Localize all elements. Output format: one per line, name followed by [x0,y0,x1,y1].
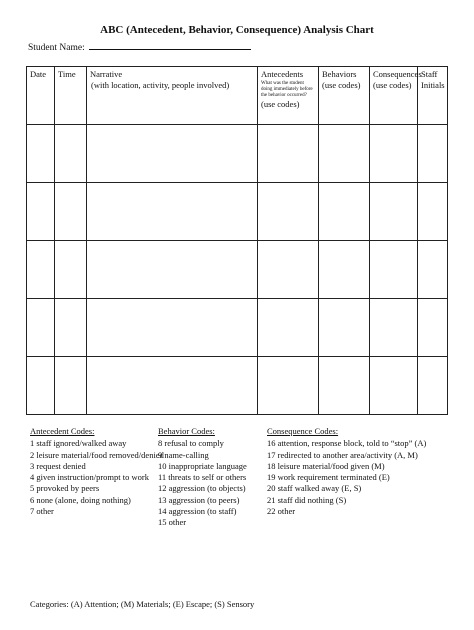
list-item: 19 work requirement terminated (E) [267,472,390,483]
cell-date[interactable] [27,241,55,299]
cell-behaviors[interactable] [319,125,370,183]
table-row [27,183,448,241]
cell-staff-initials[interactable] [418,357,448,415]
cell-antecedents[interactable] [258,299,319,357]
cell-behaviors[interactable] [319,299,370,357]
cell-antecedents[interactable] [258,125,319,183]
cell-antecedents[interactable] [258,241,319,299]
list-item: 7 other [30,506,54,517]
list-item: 20 staff walked away (E, S) [267,483,362,494]
header-behaviors-label: Behaviors [322,69,357,79]
cell-date[interactable] [27,357,55,415]
list-item: 15 other [158,517,187,528]
header-behaviors-codes: (use codes) [322,80,361,90]
header-consequences-codes: (use codes) [373,80,412,90]
cell-consequences[interactable] [370,357,418,415]
header-narrative-label: Narrative [90,69,123,79]
chart-title: ABC (Antecedent, Behavior, Consequence) Analysis Chart [100,24,374,36]
list-item: 21 staff did nothing (S) [267,494,347,505]
cell-consequences[interactable] [370,125,418,183]
table-row [27,241,448,299]
cell-staff-initials[interactable] [418,299,448,357]
cell-staff-initials[interactable] [418,241,448,299]
student-name-field[interactable] [89,40,251,50]
header-time: Time [55,67,87,125]
cell-time[interactable] [55,299,87,357]
student-name-label: Student Name: [28,43,85,53]
list-item: 3 request denied [30,460,86,471]
abc-table [26,66,448,415]
cell-staff-initials[interactable] [418,125,448,183]
list-item: 13 aggression (to peers) [158,494,240,505]
cell-staff-initials[interactable] [418,183,448,241]
header-antecedents [258,67,319,125]
list-item: 1 staff ignored/walked away [30,438,127,449]
list-item: 16 attention, response block, told to “stop” (A) [267,438,427,449]
header-antecedents-note: What was the student doing immediately before the behavior occurred? [261,81,313,98]
cell-antecedents[interactable] [258,183,319,241]
list-item: 4 given instruction/prompt to work [30,472,149,483]
header-behaviors [319,67,370,125]
cell-consequences[interactable] [370,299,418,357]
antecedent-codes [30,426,164,517]
cell-date[interactable] [27,125,55,183]
list-item: 18 leisure material/food given (M) [267,460,385,471]
list-item: 22 other [267,506,296,517]
header-consequences-label: Consequences [373,69,422,79]
cell-behaviors[interactable] [319,241,370,299]
categories-legend: Categories: (A) Attention; (M) Materials; (E) Escape; (S) Sensory [30,599,255,609]
table-body [27,125,448,415]
list-item: 2 leisure material/food removed/denied [30,449,164,460]
student-name-row [28,40,251,53]
header-narrative [87,67,258,125]
cell-date[interactable] [27,299,55,357]
consequence-codes [267,426,426,517]
table-row [27,357,448,415]
cell-behaviors[interactable] [319,357,370,415]
header-antecedents-label: Antecedents [261,69,304,79]
list-item: 11 threats to self or others [158,472,247,483]
cell-time[interactable] [55,125,87,183]
cell-consequences[interactable] [370,183,418,241]
table-row [27,125,448,183]
cell-date[interactable] [27,183,55,241]
cell-time[interactable] [55,357,87,415]
table-row [27,299,448,357]
list-item: 6 none (alone, doing nothing) [30,494,131,505]
cell-time[interactable] [55,183,87,241]
cell-behaviors[interactable] [319,183,370,241]
header-narrative-sub: (with location, activity, people involved) [91,80,230,90]
behavior-codes-header: Behavior Codes: [158,426,215,436]
list-item: 12 aggression (to objects) [158,483,246,494]
list-item: 5 provoked by peers [30,483,100,494]
header-staff-initials: Staff Initials [418,67,448,125]
cell-narrative[interactable] [87,125,258,183]
list-item: 14 aggression (to staff) [158,506,237,517]
cell-narrative[interactable] [87,357,258,415]
header-consequences [370,67,422,125]
header-antecedents-codes: (use codes) [261,99,300,109]
cell-antecedents[interactable] [258,357,319,415]
list-item: 10 inappropriate language [158,460,247,471]
list-item: 17 redirected to another area/activity (A, M) [267,449,418,460]
cell-narrative[interactable] [87,299,258,357]
antecedent-codes-header: Antecedent Codes: [30,426,95,436]
list-item: 8 refusal to comply [158,438,224,449]
cell-consequences[interactable] [370,241,418,299]
cell-time[interactable] [55,241,87,299]
cell-narrative[interactable] [87,241,258,299]
table-header-row [27,67,448,125]
header-date: Date [27,67,55,125]
consequence-codes-header: Consequence Codes: [267,426,339,436]
list-item: 9 name-calling [158,449,209,460]
behavior-codes [158,426,247,529]
cell-narrative[interactable] [87,183,258,241]
